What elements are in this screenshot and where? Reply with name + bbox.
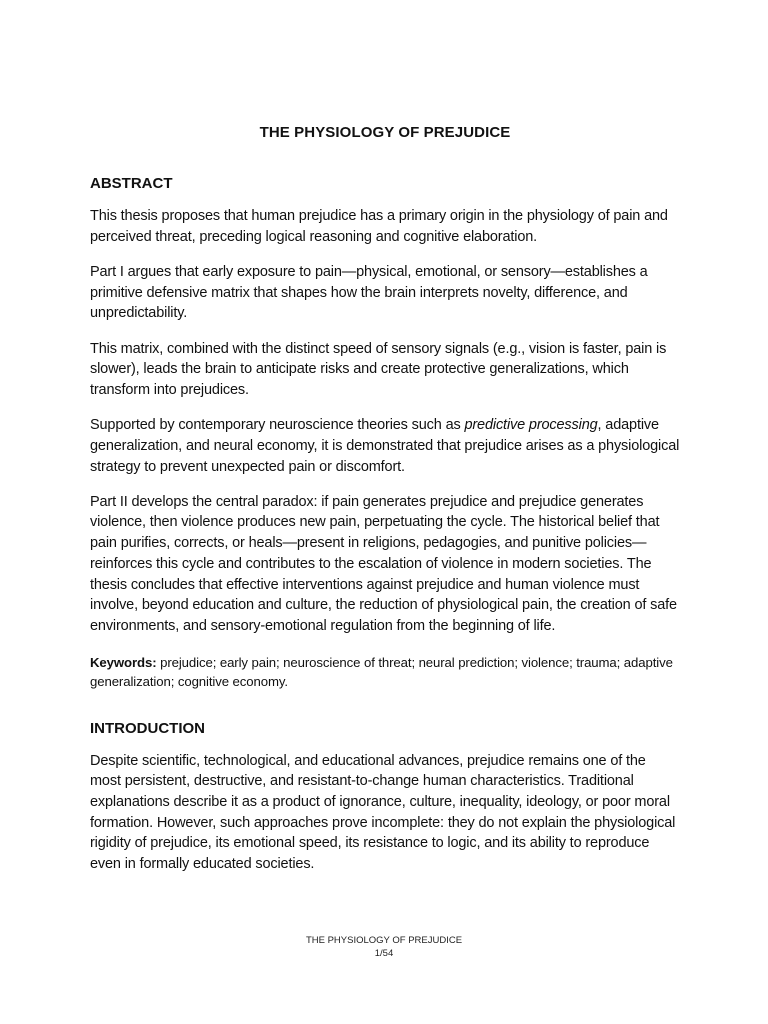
- abstract-paragraph-4-lead: Supported by contemporary neuroscience theories such as: [90, 417, 465, 434]
- keywords-label: Keywords:: [90, 654, 157, 670]
- abstract-paragraph-3: This matrix, combined with the distinct speed of sensory signals (e.g., vision is faster, pain is slower), leads the brain to anticipate risks and create protective generalizations, which transform into prejudices.: [90, 340, 667, 398]
- introduction-paragraph-1: Despite scientific, technological, and educational advances, prejudice remains one of the most persistent, destructive, and resistant-to-change human characteristics. Traditional explanations describe it as a product of ignorance, culture, inequality, ideology, or poor moral formation. However, such approaches prove incomplete: they do not explain the physiological rigidity of prejudice, its emotional speed, its resistance to logic, and its ability to reproduce even in formally educated societies.: [90, 752, 676, 873]
- abstract-paragraph-5: Part II develops the central paradox: if pain generates prejudice and prejudice generates violence, then violence produces new pain, perpetuating the cycle. The historical belief that pain purifies, corrects, or heals—present in religions, pedagogies, and punitive policies—reinforces this cycle and contributes to the escalation of violence in modern societies. The thesis concludes that effective interventions against prejudice and human violence must involve, beyond education and culture, the reduction of physiological pain, the creation of safe environments, and sensory-emotional regulation from the beginning of life.: [90, 493, 677, 634]
- introduction-heading: INTRODUCTION: [90, 719, 205, 737]
- page-content: [90, 124, 680, 889]
- keywords-text: prejudice; early pain; neuroscience of threat; neural prediction; violence; trauma; adaptive generalization; cognitive economy.: [90, 654, 673, 690]
- page-footer: [0, 934, 768, 960]
- footer-page-number: 1/54: [374, 948, 394, 959]
- abstract-paragraph-2: Part I argues that early exposure to pain—physical, emotional, or sensory—establishes a primitive defensive matrix that shapes how the brain interprets novelty, difference, and unpredictability.: [90, 263, 648, 322]
- document-title: THE PHYSIOLOGY OF PREJUDICE: [259, 124, 511, 141]
- abstract-paragraph-4-tail: , adaptive generalization, and neural economy, it is demonstrated that prejudice arises as a physiological strategy to prevent unexpected pain or discomfort.: [90, 417, 680, 475]
- abstract-paragraph-4-italic-term: predictive processing: [464, 417, 598, 434]
- abstract-paragraph-4: [90, 415, 680, 477]
- keywords-line: [90, 653, 680, 692]
- abstract-paragraph-1: This thesis proposes that human prejudice has a primary origin in the physiology of pain and perceived threat, preceding logical reasoning and cognitive elaboration.: [90, 208, 668, 245]
- abstract-heading: ABSTRACT: [90, 175, 173, 192]
- footer-running-title: THE PHYSIOLOGY OF PREJUDICE: [305, 935, 463, 946]
